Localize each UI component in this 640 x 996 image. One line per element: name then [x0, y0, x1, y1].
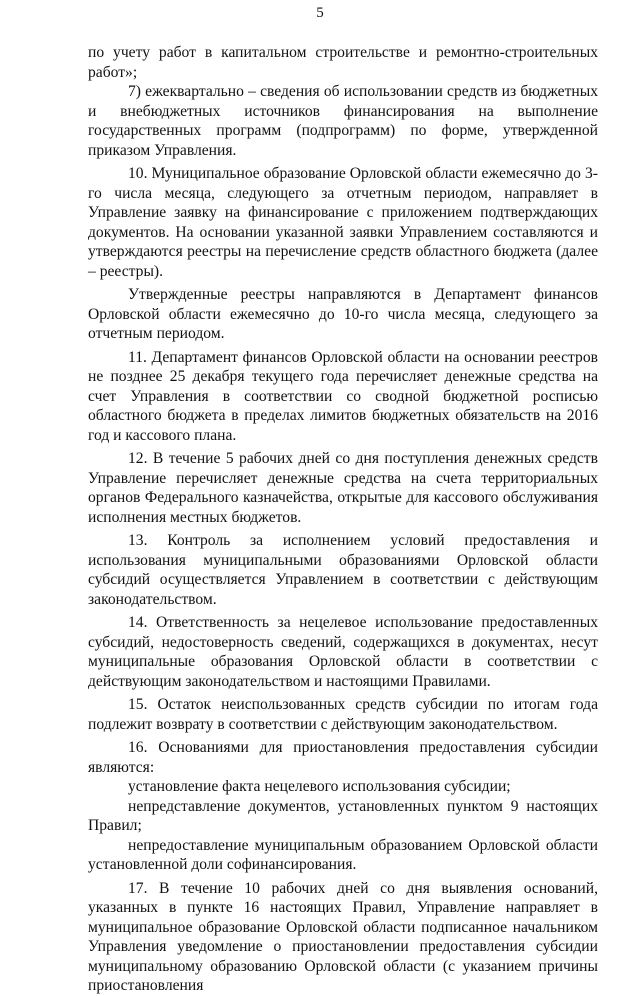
- paragraph-16-ground-3: непредоставление муниципальным образованием Орловской области установленной доли софинансирования.: [88, 836, 598, 873]
- paragraph-16: 16. Основаниями для приостановления предоставления субсидии являются:: [88, 739, 598, 776]
- paragraph-item-7: 7) ежеквартально – сведения об использовании средств из бюджетных и внебюджетных источников финансирования на выполнение государственных программ (подпрограмм) по форме, утвержденной приказом Управления.: [88, 83, 598, 159]
- paragraph-11: 11. Департамент финансов Орловской области на основании реестров не позднее 25 декабря текущего года перечисляет денежные средства на счет Управления в соответствии со сводной бюджетной росписью областного бюджета в пределах лимитов бюджетных обязательств на 2016 год и кассового плана.: [88, 348, 598, 444]
- paragraph-15: 15. Остаток неиспользованных средств субсидии по итогам года подлежит возврату в соответствии с действующим законодательством.: [88, 696, 598, 733]
- paragraph-16-ground-1: установление факта нецелевого использования субсидии;: [128, 778, 511, 795]
- paragraph-16-ground-2: непредставление документов, установленных пунктом 9 настоящих Правил;: [88, 797, 598, 834]
- paragraph-17: 17. В течение 10 рабочих дней со дня выявления оснований, указанных в пункте 16 настоящих Правил, Управление направляет в муниципальное образование Орловской области подписанное начальником Управления уведомление о приостановлении предоставления субсидии муниципальному образованию Орловской области (с указанием причины приостановления: [88, 879, 598, 994]
- paragraph-continuation: по учету работ в капитальном строительстве и ремонтно-строительных работ»;: [88, 44, 598, 81]
- page-number: 5: [316, 5, 324, 21]
- paragraph-12: 12. В течение 5 рабочих дней со дня поступления денежных средств Управление перечисляет денежные средства на счета территориальных органов Федерального казначейства, открытые для кассового обслуживания исполнения местных бюджетов.: [88, 450, 598, 526]
- document-body: [88, 43, 598, 996]
- paragraph-14: 14. Ответственность за нецелевое использование предоставленных субсидий, недостоверность сведений, содержащихся в документах, несут муниципальные образования Орловской области в соответствии с действующим законодательством и настоящими Правилами.: [88, 614, 598, 690]
- paragraph-10: 10. Муниципальное образование Орловской области ежемесячно до 3-го числа месяца, следующего за отчетным периодом, направляет в Управление заявку на финансирование с приложением подтверждающих документов. На основании указанной заявки Управлением составляются и утверждаются реестры на перечисление средств областного бюджета (далее – реестры).: [88, 165, 598, 280]
- paragraph-13: 13. Контроль за исполнением условий предоставления и использования муниципальными образованиями Орловской области субсидий осуществляется Управлением в соответствии с действующим законодательством.: [88, 532, 598, 608]
- paragraph-approved-registries: Утвержденные реестры направляются в Департамент финансов Орловской области ежемесячно до 10-го числа месяца, следующего за отчетным периодом.: [88, 286, 598, 342]
